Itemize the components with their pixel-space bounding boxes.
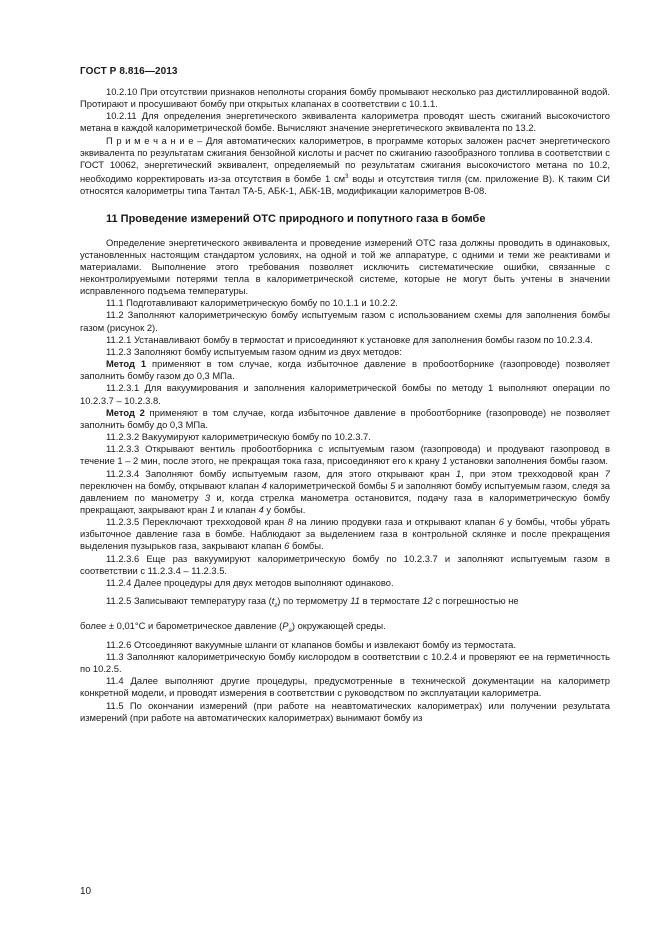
text-run: с погрешностью не: [432, 595, 519, 607]
text-run: 11.2.3.4 Заполняют бомбу испытуемым газом, для этого открывают кран: [106, 467, 456, 479]
text-run: у бомбы, чтобы убрать избыточное давление газа в бомбе. Наблюдают за выделением газа в контрольной склянке и после прекращения выделения пузырьков газа, закрывают клапан: [80, 516, 611, 552]
document-body: [80, 86, 610, 724]
ref-number: 7: [604, 467, 610, 479]
text-run: и заполняют бомбу испытуемым газом, следя за давлением по манометру: [80, 479, 611, 503]
text-run: 11.2.3.5 Переключают трехходовой кран: [106, 516, 288, 528]
paragraph-11-3: 11.3 Заполняют калориметрическую бомбу кислородом в соответствии с 10.2.4 и проверяют ее на герметичность по 10.2.5.: [80, 650, 610, 675]
formula-subscript: а: [288, 627, 292, 634]
method-1-text: применяют в том случае, когда избыточное давление в пробоотборнике (газопроводе) позволяет заполнить бомбу газом до 0,3 МПа.: [80, 358, 610, 382]
text-run: бомбы.: [289, 540, 324, 552]
text-run: 11.2.3.3 Открывают вентиль пробоотборника с испытуемым газом (газопровода) и продувают газопровод в течение 1 – 2 мин, после этого, не прекращая тока газа, присоединяют его к крану: [80, 443, 610, 467]
ref-number: 1: [455, 467, 462, 479]
formula-subscript: г: [274, 602, 278, 609]
note-label: П р и м е ч а н и е: [106, 134, 194, 146]
formula-p: P: [282, 619, 289, 631]
method-2-text: применяют в том случае, когда избыточное давление в пробоотборнике (газопроводе) не позволяет заполнить бомбу до 0,3 МПа.: [80, 406, 610, 430]
paragraph-11-2-5: [80, 593, 610, 614]
text-run: 11.2.5 Записывают температуру газа (: [106, 595, 272, 607]
text-run: и клапан: [215, 503, 259, 515]
paragraph-11-5: 11.5 По окончании измерений (при работе на неавтоматических калориметрах) или получении результата измерений (при работе на автоматических калориметрах) вынимают бомбу из: [80, 699, 610, 723]
ref-number: 1: [442, 455, 448, 467]
paragraph-11-2-1: 11.2.1 Устанавливают бомбу в термостат и присоединяют к установке для заполнения бомбы газом по 10.2.3.4.: [106, 333, 593, 345]
note-text-continued: воды и отсутствия тигля (см. приложение В). К таким СИ относятся калориметры типа Тантал ТА-5, АБК-1, АБК-1В, модификации калориметров В-08.: [80, 173, 610, 197]
paragraph-11-2-3-1: 11.2.3.1 Для вакуумирования и заполнения калориметрической бомбы по методу 1 выполняют операции по 10.2.3.7 – 10.2.3.8.: [80, 382, 610, 406]
paragraph-11-2-5-cont: [80, 618, 610, 639]
text-run: и, когда стрелка манометра остановится, подачу газа в калориметрическую бомбу прекращают, закрывают кран: [80, 491, 610, 515]
ref-number: 8: [287, 516, 293, 528]
text-run: , при этом трехходовой кран: [461, 467, 605, 479]
paragraph-11-1: 11.1 Подготавливают калориметрическую бомбу по 10.1.1 и 10.2.2.: [106, 297, 398, 309]
text-run: в термостате: [359, 595, 423, 607]
ref-number: 6: [284, 540, 290, 552]
paragraph-11-2-4: 11.2.4 Далее процедуры для двух методов выполняют одинаково.: [106, 576, 394, 588]
text-run: на линию продувки газа и открывают клапан: [292, 516, 499, 528]
paragraph-11-2-3-2: 11.2.3.2 Вакуумируют калориметрическую бомбу по 10.2.3.7.: [106, 431, 371, 443]
paragraph-11-2-3-4: [80, 468, 610, 517]
paragraph-10-2-10: 10.2.10 При отсутствии признаков неполноты сгорания бомбу промывают несколько раз дистиллированной водой. Протирают и просушивают бомбу при открытых клапанах в соответствии с 10.1.1.: [80, 86, 610, 110]
note-paragraph: [80, 135, 610, 198]
text-run: установки заполнения бомбы газом.: [447, 455, 608, 467]
ref-number: 5: [390, 479, 396, 491]
ref-number: 11: [350, 595, 360, 607]
ref-number: 3: [204, 491, 211, 503]
ref-number: 1: [209, 503, 216, 515]
note-superscript: 3: [345, 174, 349, 181]
formula-t: t: [271, 595, 275, 607]
text-run: калориметрической бомбы: [266, 479, 391, 491]
ref-number: 4: [261, 479, 267, 491]
text-run: у бомбы.: [263, 503, 306, 515]
page-number: 10: [80, 886, 92, 897]
paragraph-11-4: 11.4 Далее выполняют другие процедуры, предусмотренные в технической документации на калориметр конкретной модели, и проводят измерения в соответствии с руководством по эксплуатации калориметра.: [80, 675, 610, 699]
text-run: переключен на бомбу, открывают клапан: [80, 479, 262, 491]
paragraph-11-2-3-5: [80, 516, 610, 552]
method-1-paragraph: [80, 358, 610, 382]
paragraph-11-2-3-3: [80, 443, 610, 467]
paragraph-11-2: 11.2 Заполняют калориметрическую бомбу испытуемым газом с использованием схемы для заполнения бомбы газом (рисунок 2).: [80, 309, 610, 333]
paragraph-10-2-11: 10.2.11 Для определения энергетического эквивалента калориметра проводят шесть сжиганий высокочистого метана в каждой калориметрической бомбе. Вычисляют значение энергетического эквивалента по 13.2.: [80, 110, 610, 134]
paragraph-intro: Определение энергетического эквивалента и проведение измерений ОТС газа должны проводить в одинаковых, установленных настоящим стандартом условиях, на одной и той же аппаратуре, с одними и теми же реактивами и материалами. Выполнение этого требования позволяет исключить систематические ошибки, связанные с неконтролируемыми потерями тепла в калориметрической системе, которые не могут быть учтены в значении исправленного подъема температуры.: [80, 236, 610, 297]
ref-number: 4: [258, 503, 264, 515]
method-2-label: Метод 2: [106, 406, 145, 418]
text-run: ) окружающей среды.: [291, 619, 386, 631]
text-run: более ± 0,01°С и барометрическое давление (: [80, 619, 283, 631]
text-run: ) по термометру: [277, 595, 351, 607]
standard-header: ГОСТ Р 8.816—2013: [80, 66, 178, 77]
note-text: – Для автоматических калориметров, в программе которых заложен расчет энергетического эквивалента по результатам сжигания бензойной кислоты и расчет по сжиганию газообразного топлива в соответствии с ГОСТ 10062, энергетический эквивалент, определяемый по результатам сжигания высокочистого метана по 10.2, необходимо корректировать из-за отсутствия в бомбе 1 см: [80, 134, 610, 185]
paragraph-11-2-6: 11.2.6 Отсоединяют вакуумные шланги от клапанов бомбы и извлекают бомбу из термостата.: [106, 638, 516, 650]
ref-number: 12: [422, 595, 433, 607]
method-2-paragraph: [80, 407, 610, 431]
section-title: 11 Проведение измерений ОТС природного и попутного газа в бомбе: [106, 212, 486, 225]
ref-number: 6: [498, 516, 504, 528]
method-1-label: Метод 1: [106, 358, 147, 370]
paragraph-11-2-3: 11.2.3 Заполняют бомбу испытуемым газом одним из двух методов:: [106, 345, 402, 357]
paragraph-11-2-3-6: 11.2.3.6 Еще раз вакуумируют калориметрическую бомбу по 10.2.3.7 и заполняют испытуемым газом в соответствии с 11.2.3.4 – 11.2.3.5.: [80, 552, 610, 576]
